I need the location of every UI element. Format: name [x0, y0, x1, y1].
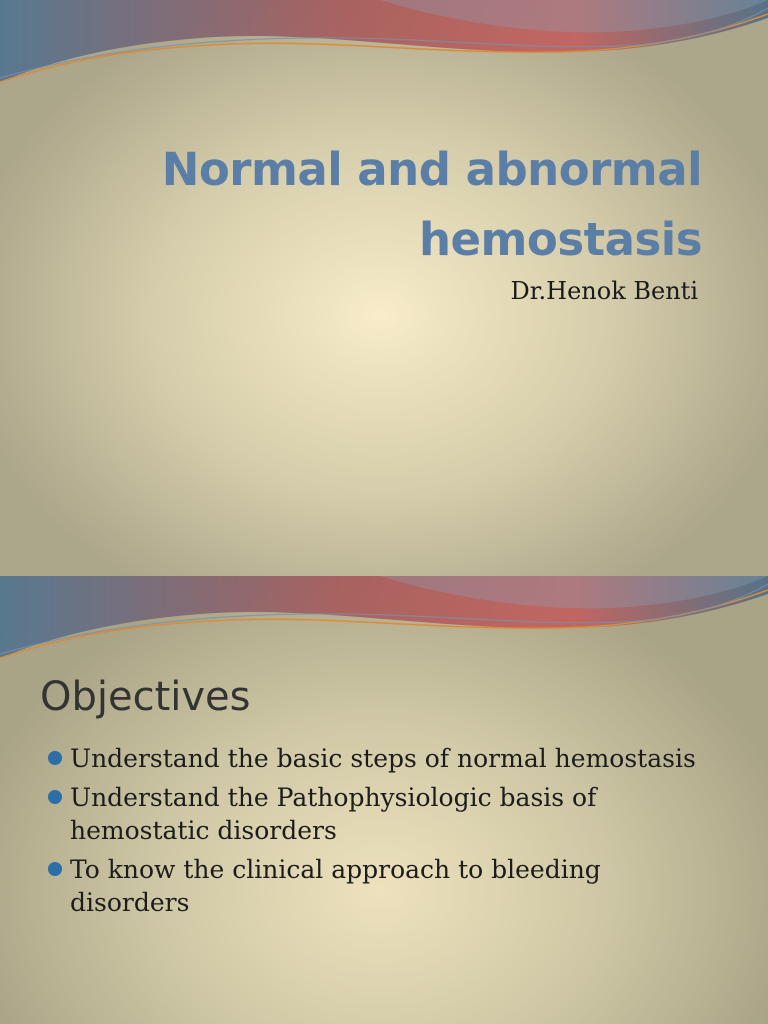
- list-item: [46, 853, 726, 919]
- list-item: [46, 781, 726, 847]
- list-item: [46, 742, 726, 775]
- slide-title: Objectives: [40, 674, 251, 720]
- objectives-slide: [0, 576, 768, 1024]
- slide-title: Normal and abnormal hemostasis: [161, 143, 702, 266]
- list-item-text: To know the clinical approach to bleeding disorders: [70, 855, 601, 917]
- header-wave-decoration: [0, 0, 768, 110]
- slide-subtitle-author: Dr.Henok Benti: [510, 277, 698, 305]
- bullet-icon: [48, 790, 62, 804]
- bullet-icon: [48, 862, 62, 876]
- list-item-text: Understand the basic steps of normal hemostasis: [70, 744, 696, 773]
- list-item-text: Understand the Pathophysiologic basis of hemostatic disorders: [70, 783, 597, 845]
- bullet-icon: [48, 751, 62, 765]
- objectives-list: [46, 742, 726, 925]
- header-wave-decoration: [0, 576, 768, 686]
